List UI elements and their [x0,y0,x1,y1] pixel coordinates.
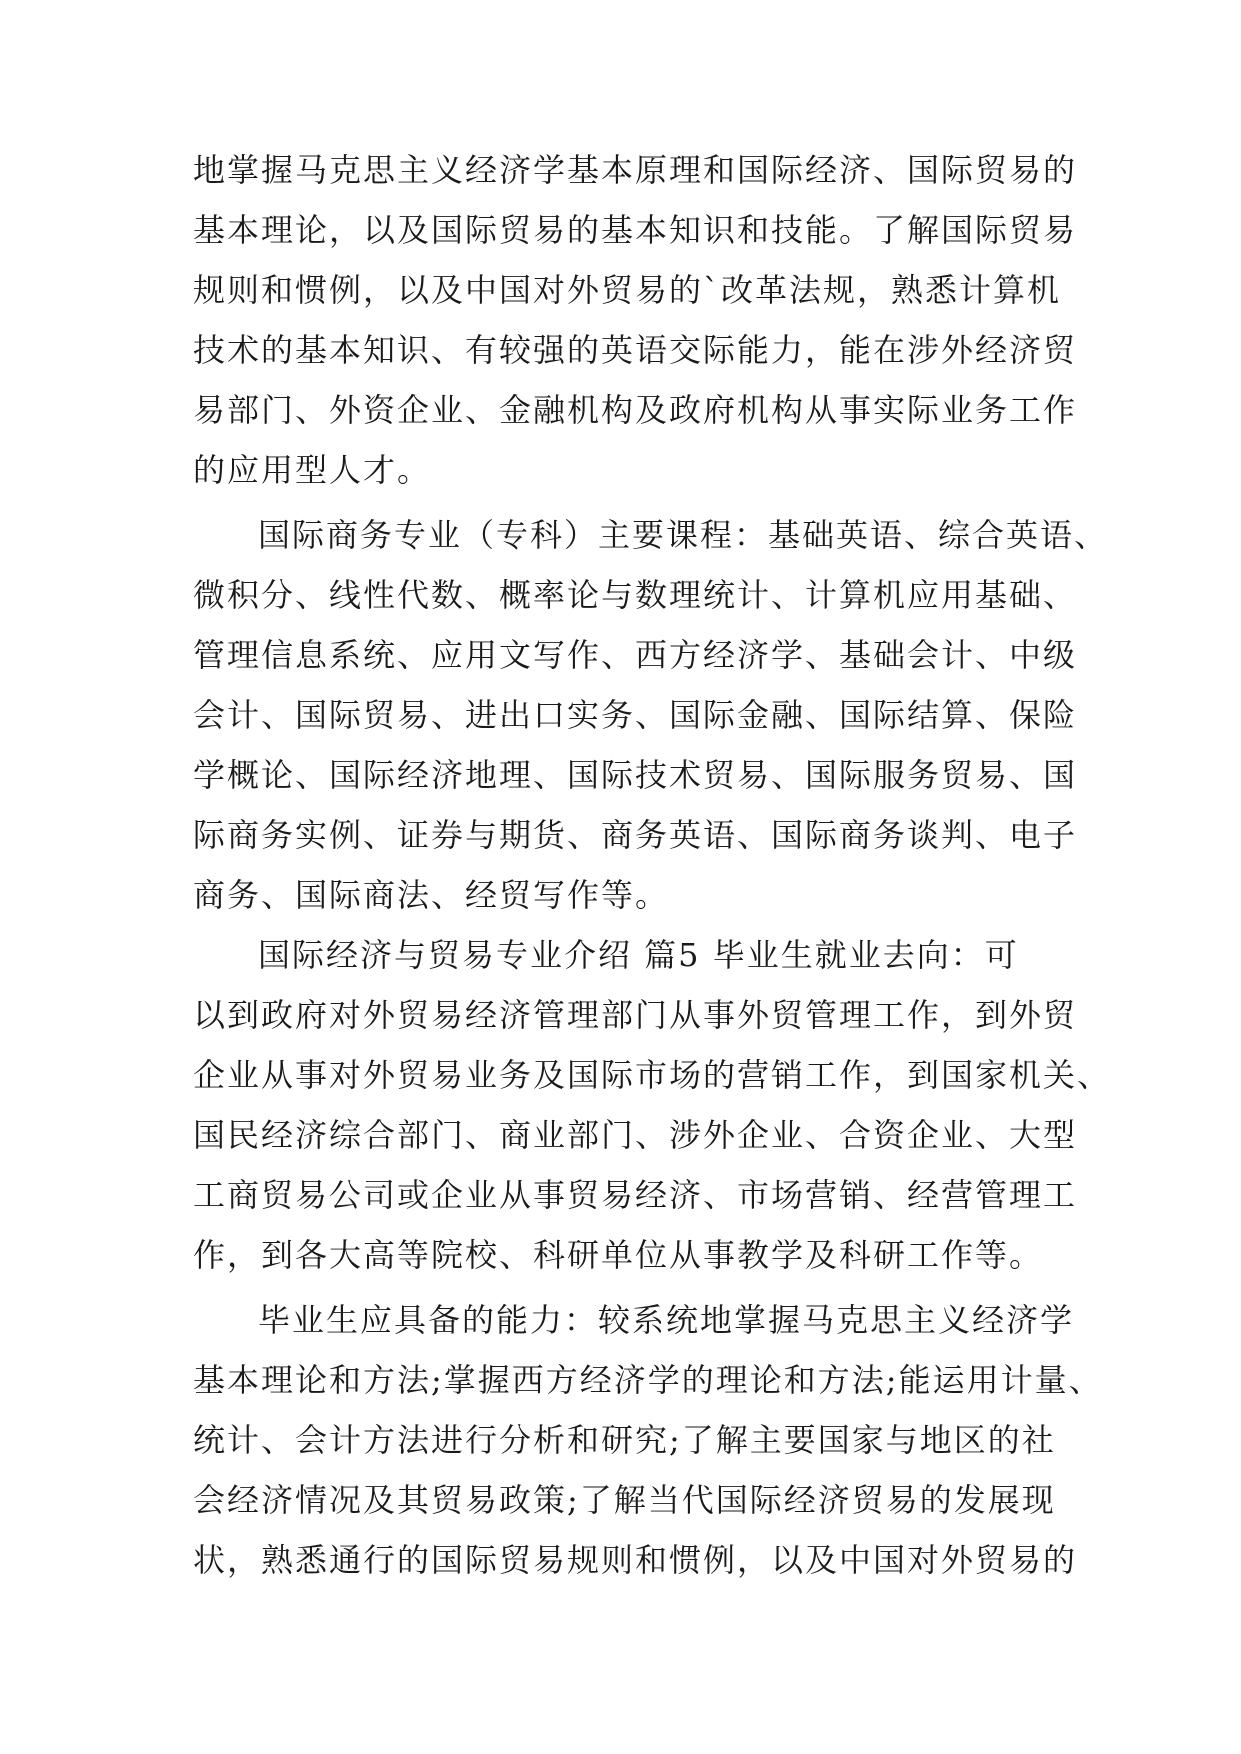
text-line: 会计、国际贸易、进出口实务、国际金融、国际结算、保险 [193,696,1078,734]
text-line: 国民经济综合部门、商业部门、涉外企业、合资企业、大型 [193,1116,1078,1154]
text-line: 易部门、外资企业、金融机构及政府机构从事实际业务工作 [193,391,1078,429]
text-line: 规则和惯例，以及中国对外贸易的`改革法规，熟悉计算机 [193,271,1062,309]
text-line: 管理信息系统、应用文写作、西方经济学、基础会计、中级 [193,636,1078,674]
text-line: 学概论、国际经济地理、国际技术贸易、国际服务贸易、国 [193,756,1078,794]
text-line: 际商务实例、证券与期货、商务英语、国际商务谈判、电子 [193,816,1078,854]
text-line: 的应用型人才。 [193,451,432,489]
text-line: 地掌握马克思主义经济学基本原理和国际经济、国际贸易的 [193,151,1078,189]
text-line: 技术的基本知识、有较强的英语交际能力，能在涉外经济贸 [193,331,1078,369]
text-line: 基本理论，以及国际贸易的基本知识和技能。了解国际贸易 [193,211,1078,249]
section-heading-line: 国际经济与贸易专业介绍 篇5 毕业生就业去向：可 [258,936,1019,974]
text-line: 作，到各大高等院校、科研单位从事教学及科研工作等。 [193,1236,1044,1274]
text-line: 基本理论和方法;掌握西方经济学的理论和方法;能运用计量、 [193,1361,1103,1399]
paragraph-first-line: 毕业生应具备的能力：较系统地掌握马克思主义经济学 [258,1301,1075,1339]
text-line: 状，熟悉通行的国际贸易规则和惯例，以及中国对外贸易的 [193,1541,1078,1579]
text-line: 统计、会计方法进行分析和研究;了解主要国家与地区的社 [193,1421,1056,1459]
text-line: 以到政府对外贸易经济管理部门从事外贸管理工作，到外贸 [193,996,1078,1034]
text-line: 会经济情况及其贸易政策;了解当代国际经济贸易的发展现 [193,1481,1056,1519]
text-line: 企业从事对外贸易业务及国际市场的营销工作，到国家机关、 [193,1056,1112,1094]
text-line: 微积分、线性代数、概率论与数理统计、计算机应用基础、 [193,576,1078,614]
text-line: 工商贸易公司或企业从事贸易经济、市场营销、经营管理工 [193,1176,1078,1214]
paragraph-first-line: 国际商务专业（专科）主要课程：基础英语、综合英语、 [258,516,1109,554]
text-line: 商务、国际商法、经贸写作等。 [193,876,670,914]
